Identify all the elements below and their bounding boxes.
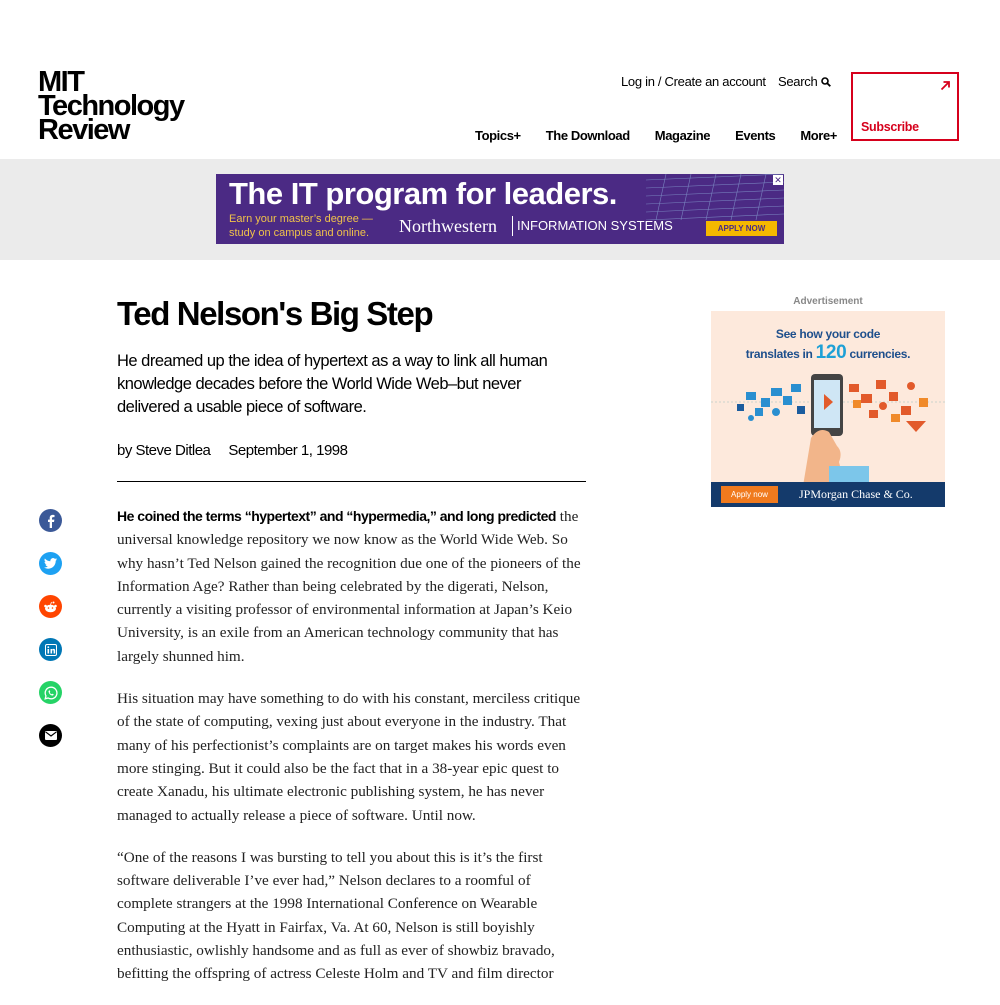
side-ad-line-1: See how your code: [775, 327, 881, 341]
side-ad-line-2: [711, 342, 945, 364]
top-banner-ad[interactable]: [216, 174, 784, 244]
byline: [117, 442, 347, 459]
ad-headline: The IT program for leaders.: [229, 176, 617, 211]
ad-subtext-line-2: study on campus and online.: [229, 227, 370, 239]
paragraph-1-text: the universal knowledge repository we now know as the World Wide Web. So why hasn’t Ted Nelson gained the recognition due one of the pioneers of the Information Age? Rather than being celebrated by the digerati, Nelson, currently a visiting professor of environmental information at Japan’s Keio University, is an exile from an American technology community that has largely shunned him.: [117, 508, 581, 665]
article-dek: He dreamed up the idea of hypertext as a way to link all human knowledge decades before the World Wide Web–but never delivered a usable piece of software.: [117, 352, 548, 416]
lead-text: He coined the terms “hypertext” and “hypermedia,” and long predicted: [117, 508, 556, 524]
nav-more[interactable]: More+: [800, 128, 837, 143]
ad-subtext: [229, 212, 373, 240]
share-whatsapp-button[interactable]: [39, 681, 62, 704]
ad-apply-button[interactable]: APPLY NOW: [706, 221, 777, 236]
reddit-icon: [43, 601, 58, 613]
logo-line-3: Review: [38, 114, 129, 146]
logo-line-2: Technology: [38, 90, 184, 122]
share-facebook-button[interactable]: [39, 509, 62, 532]
nav-the-download[interactable]: The Download: [545, 128, 630, 143]
main-nav: [475, 128, 862, 143]
ad-subtext-line-1: Earn your master’s degree —: [229, 213, 373, 225]
linkedin-icon: [45, 644, 57, 656]
author-link[interactable]: by Steve Ditlea: [117, 442, 211, 459]
side-ad-brand: JPMorgan Chase & Co.: [799, 487, 913, 501]
side-ad-line-2a: translates in: [745, 347, 813, 361]
facebook-icon: [45, 514, 57, 528]
search-button[interactable]: [778, 74, 831, 89]
divider: [117, 481, 586, 482]
paragraph-2: His situation may have something to do with his constant, merciless critique of the state of computing, vexing just about everyone in the industry. That many of his perfectionist’s complaints are on target makes his words even more stinging. But it could also be the fact that in a 38-year epic quest to create Xanadu, his ultimate electronic publishing system, he has never managed to actually release a piece of software. Until now.: [117, 690, 581, 824]
arrow-up-right-icon: [940, 80, 951, 91]
twitter-icon: [44, 558, 57, 569]
subscribe-label: Subscribe: [861, 120, 919, 134]
code-grid-graphic: [646, 174, 784, 220]
paragraph-3: “One of the reasons I was bursting to tell you about this is it’s the first software deliverable I’ve ever had,” Nelson declares to a roomful of complete strangers at the 1998 International Conference on Wearable Computing at the Hyatt in Fairfax, Va. At 60, Nelson is still boyishly enthusiastic, owlishly handsome and as full as ever of showbiz bravado, befitting the offspring of actress Celeste Holm and TV and film director: [117, 848, 555, 983]
article-body: [117, 505, 589, 1005]
side-ad-line-2c: currencies.: [849, 347, 911, 361]
whatsapp-icon: [44, 686, 58, 700]
logo-line-1: MIT: [38, 66, 84, 98]
share-twitter-button[interactable]: [39, 552, 62, 575]
share-email-button[interactable]: [39, 724, 62, 747]
phone-currency-illustration: [711, 366, 945, 486]
site-logo[interactable]: [38, 66, 184, 146]
search-label: Search: [778, 74, 818, 89]
side-ad[interactable]: [711, 311, 945, 507]
share-linkedin-button[interactable]: [39, 638, 62, 661]
ad-unit: INFORMATION SYSTEMS: [512, 216, 673, 236]
paragraph-1: [117, 505, 589, 668]
nav-magazine[interactable]: Magazine: [654, 128, 711, 143]
advertisement-label: Advertisement: [793, 296, 863, 307]
subscribe-button[interactable]: [851, 72, 959, 141]
publish-date: September 1, 1998: [228, 442, 348, 459]
nav-topics[interactable]: Topics+: [475, 128, 521, 143]
side-ad-apply-button[interactable]: Apply now: [721, 486, 778, 503]
search-icon: [821, 77, 831, 87]
ad-brand: Northwestern: [399, 216, 497, 236]
nav-events[interactable]: Events: [735, 128, 776, 143]
side-ad-number: 120: [815, 342, 847, 363]
ad-close-icon[interactable]: ✕: [774, 175, 782, 185]
article-title: Ted Nelson's Big Step: [117, 295, 433, 332]
login-link[interactable]: Log in / Create an account: [621, 74, 766, 89]
share-reddit-button[interactable]: [39, 595, 62, 618]
side-ad-footer: [711, 482, 945, 507]
email-icon: [45, 731, 57, 740]
